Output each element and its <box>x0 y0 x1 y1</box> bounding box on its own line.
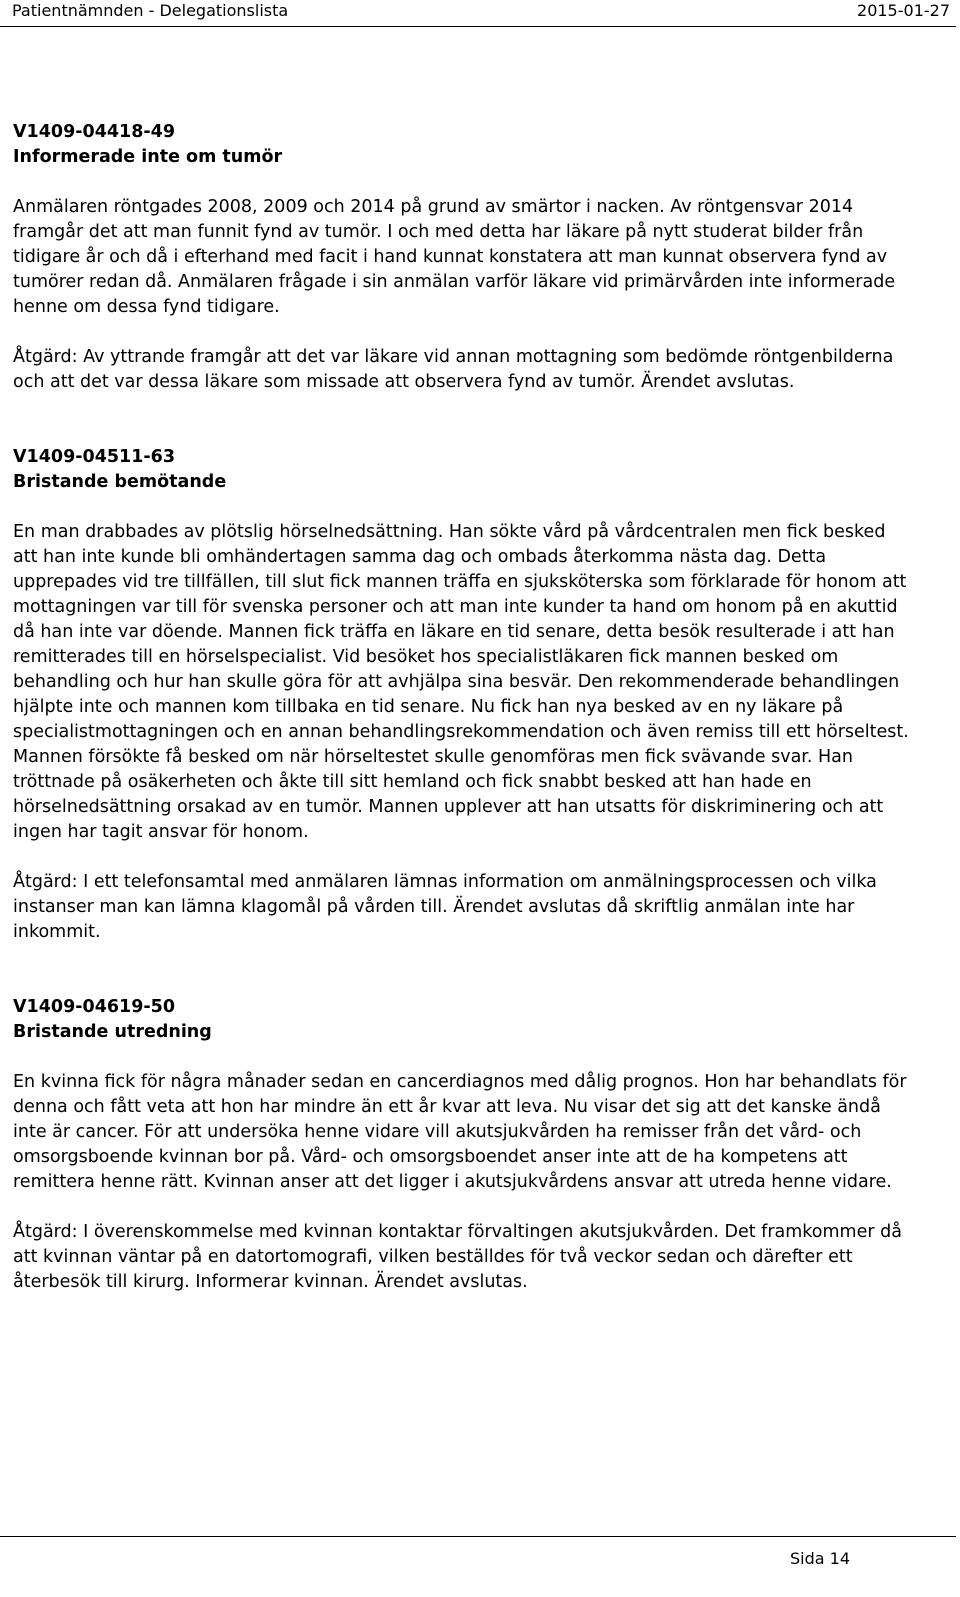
document-body <box>13 120 913 1345</box>
document-date: 2015-01-27 <box>857 1 950 20</box>
case-description: En man drabbades av plötslig hörselnedsättning. Han sökte vård på vårdcentralen men fick besked att han inte kunde bli omhändertagen samma dag och ombads återkomma nästa dag. Detta upprepades vid tre tillfällen, till slut fick mannen träffa en sjuksköterska som förklarade för honom att mottagningen var till för svenska personer och att man inte kunder ta hand om honom på en akuttid då han inte var döende. Mannen fick träffa en läkare en tid senare, detta besök resulterade i att han remitterades till en hörselspecialist. Vid besöket hos specialistläkaren fick mannen besked om behandling och hur han skulle göra för att avhjälpa sina besvär. Den rekommenderade behandlingen hjälpte inte och mannen kom tillbaka en tid senare. Nu fick han nya besked av en ny läkare på specialistmottagningen och en annan behandlingsrekommendation och även remiss till ett hörseltest. Mannen försökte få besked om när hörseltestet skulle genomföras men fick svävande svar. Han tröttnade på osäkerheten och åkte till sitt hemland och fick snabbt besked att han hade en hörselnedsättning orsakad av en tumör. Mannen upplever att han utsatts för diskriminering och att ingen har tagit ansvar för honom. <box>13 522 909 842</box>
document-title: Patientnämnden - Delegationslista <box>12 1 289 20</box>
case-heading: Bristande utredning <box>13 1022 212 1042</box>
case-description: Anmälaren röntgades 2008, 2009 och 2014 på grund av smärtor i nacken. Av röntgensvar 2014 framgår det att man funnit fynd av tumör. I och med detta har läkare på nytt studerat bilder från tidigare år och då i efterhand med facit i hand kunnat konstatera att man kunnat observera fynd av tumörer redan då. Anmälaren frågade i sin anmälan varför läkare vid primärvården inte informerade henne om dessa fynd tidigare. <box>13 197 896 317</box>
page-number: Sida 14 <box>789 1549 850 1568</box>
case-action: Åtgärd: I ett telefonsamtal med anmälaren lämnas information om anmälningsprocessen och vilka instanser man kan lämna klagomål på vården till. Ärendet avslutas då skriftlig anmälan inte har inkommit. <box>13 872 877 942</box>
case-action: Åtgärd: I överenskommelse med kvinnan kontaktar förvaltingen akutsjukvården. Det framkommer då att kvinnan väntar på en datortomografi, vilken beställdes för två veckor sedan och därefter ett återbesök till kirurg. Informerar kvinnan. Ärendet avslutas. <box>13 1222 902 1292</box>
case-id: V1409-04418-49 <box>13 122 176 142</box>
page-header <box>0 0 960 22</box>
case-entry <box>13 995 913 1295</box>
case-id: V1409-04511-63 <box>13 447 176 467</box>
case-action: Åtgärd: Av yttrande framgår att det var läkare vid annan mottagning som bedömde röntgenbilderna och att det var dessa läkare som missade att observera fynd av tumör. Ärendet avslutas. <box>13 347 894 392</box>
case-heading: Bristande bemötande <box>13 472 227 492</box>
header-divider <box>0 26 956 27</box>
case-heading: Informerade inte om tumör <box>13 147 283 167</box>
case-entry <box>13 445 913 945</box>
case-entry <box>13 120 913 395</box>
footer-divider <box>0 1536 956 1537</box>
case-description: En kvinna fick för några månader sedan en cancerdiagnos med dålig prognos. Hon har behandlats för denna och fått veta att hon har mindre än ett år kvar att leva. Nu visar det sig att det kanske ändå inte är cancer. För att undersöka henne vidare vill akutsjukvården ha remisser från det vård- och omsorgsboende kvinnan bor på. Vård- och omsorgsboendet anser inte att de ha kompetens att remittera henne rätt. Kvinnan anser att det ligger i akutsjukvårdens ansvar att utreda henne vidare. <box>13 1072 907 1192</box>
case-id: V1409-04619-50 <box>13 997 176 1017</box>
